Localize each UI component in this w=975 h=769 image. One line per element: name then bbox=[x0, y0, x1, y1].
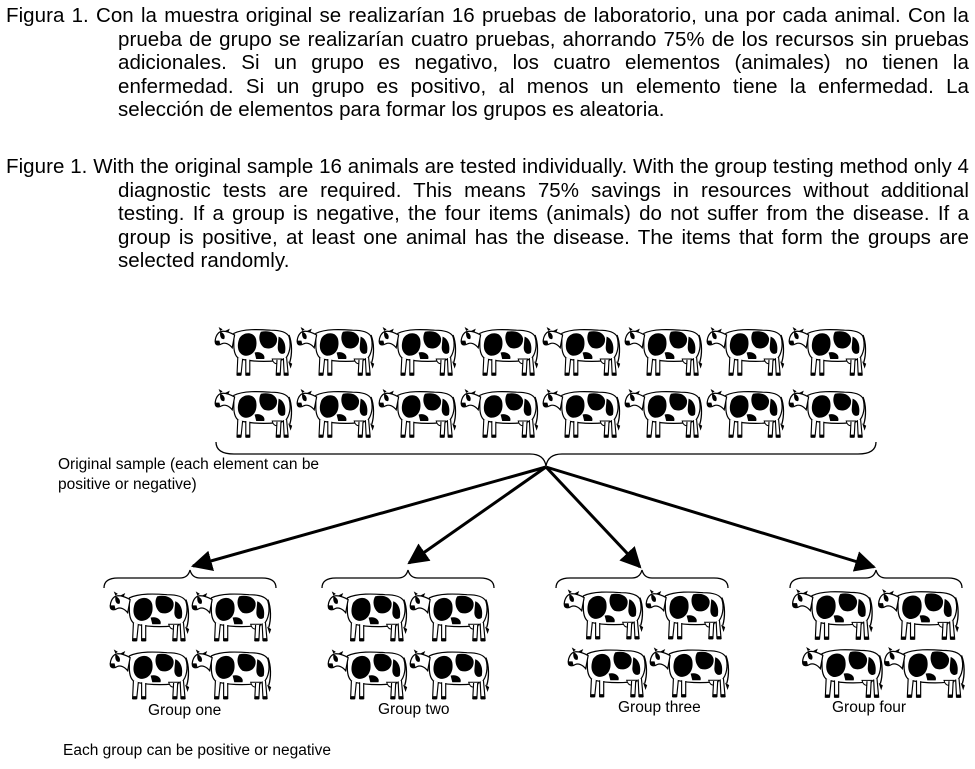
original-sample-label-line1: Original sample (each element can be bbox=[58, 456, 320, 473]
cow-icon bbox=[297, 389, 375, 438]
cow-icon bbox=[707, 327, 785, 376]
cow-icon bbox=[461, 389, 539, 438]
cow-icon bbox=[297, 327, 375, 376]
cow-icon bbox=[461, 327, 539, 376]
cow-icon bbox=[379, 327, 457, 376]
group-four-cluster bbox=[790, 570, 965, 698]
split-arrows bbox=[193, 467, 874, 567]
cow-icon bbox=[379, 389, 457, 438]
cow-icon bbox=[328, 649, 408, 699]
cow-icon bbox=[192, 649, 272, 699]
cow-icon bbox=[110, 649, 190, 699]
original-sample-label-line2: positive or negative) bbox=[58, 476, 197, 493]
group-two-label: Group two bbox=[378, 701, 450, 718]
group-three-cluster bbox=[556, 570, 729, 697]
cow-icon bbox=[328, 591, 408, 641]
group-brace bbox=[104, 570, 276, 588]
cow-icon bbox=[789, 327, 867, 376]
original-sample-herd bbox=[215, 327, 867, 438]
cow-icon bbox=[625, 389, 703, 438]
caption-english-text: With the original sample 16 animals are tested individually. With the group testing method only 4 diagnostic tests are required. This means 75% savings in resources without additional testing. If a group is negative, the four items (animals) do not suffer from the disease. If a group is positive, at least one animal has the disease. The items that form the groups are selected randomly. bbox=[93, 155, 969, 273]
cow-icon bbox=[192, 591, 272, 641]
cow-icon bbox=[792, 589, 873, 640]
cow-icon bbox=[878, 589, 959, 640]
cow-icon bbox=[410, 649, 490, 699]
cow-icon bbox=[802, 647, 883, 698]
group-four-label: Group four bbox=[832, 699, 907, 716]
arrow-to-group-one bbox=[193, 467, 546, 566]
arrow-to-group-two bbox=[409, 467, 546, 563]
group-brace bbox=[790, 570, 962, 588]
cow-icon bbox=[410, 591, 490, 641]
cow-icon bbox=[543, 389, 621, 438]
group-three-label: Group three bbox=[618, 699, 701, 716]
group-brace bbox=[556, 570, 728, 588]
group-one-cluster bbox=[104, 570, 276, 699]
caption-spanish-text: Con la muestra original se realizarían 16 pruebas de laboratorio, una por cada animal. Con la prueba de grupo se realizarían cuatro pruebas, ahorrando 75% de los recursos sin pruebas adicionales. Si un grupo es negativo, los cuatro elementos (animales) no tienen la enfermedad. Si un grupo es positivo, al menos un elemento tiene la enfermedad. La selección de elementos para formar los grupos es aleatoria. bbox=[96, 4, 969, 122]
cow-icon bbox=[789, 389, 867, 438]
cow-icon bbox=[646, 589, 726, 639]
group-two-cluster bbox=[322, 570, 494, 699]
caption-english-label: Figure 1. bbox=[6, 155, 88, 178]
cow-icon bbox=[625, 327, 703, 376]
cow-icon bbox=[650, 647, 730, 697]
cow-icon bbox=[568, 647, 648, 697]
cow-icon bbox=[110, 591, 190, 641]
caption-spanish-label: Figura 1. bbox=[6, 4, 89, 27]
cow-icon bbox=[884, 647, 965, 698]
footer-label: Each group can be positive or negative bbox=[63, 742, 331, 759]
arrow-to-group-four bbox=[546, 467, 874, 567]
cow-icon bbox=[215, 327, 293, 376]
group-one-label: Group one bbox=[148, 702, 222, 719]
cow-icon bbox=[543, 327, 621, 376]
cow-icon bbox=[564, 589, 644, 639]
cow-icon bbox=[707, 389, 785, 438]
group-brace bbox=[322, 570, 494, 588]
cow-icon bbox=[215, 389, 293, 438]
